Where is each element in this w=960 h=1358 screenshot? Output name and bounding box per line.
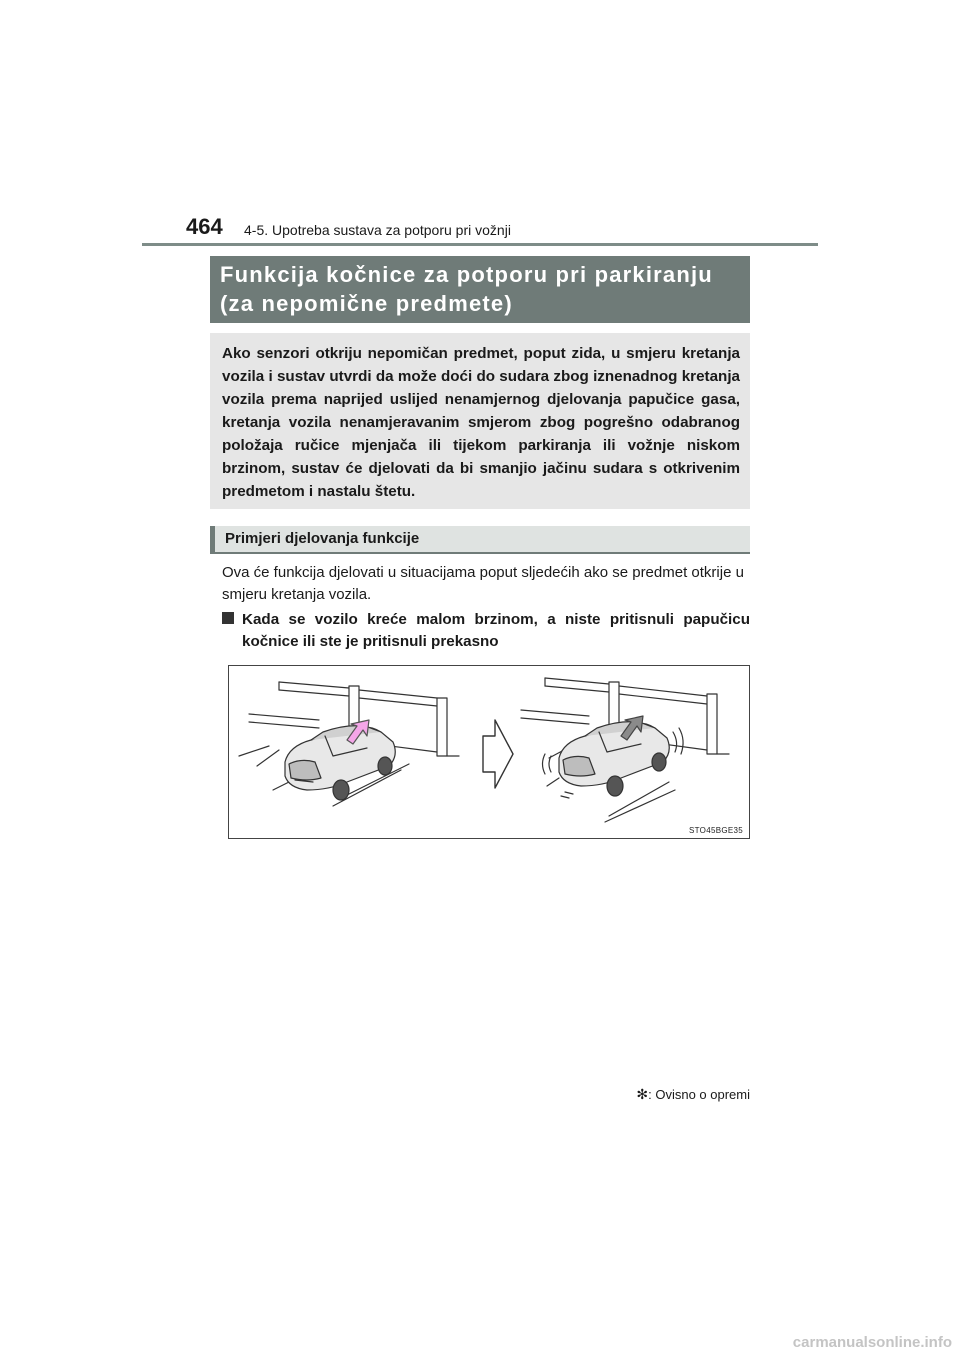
title-banner xyxy=(210,256,750,323)
footnote xyxy=(636,1086,750,1103)
page-number: 464 xyxy=(186,214,223,239)
header-rule xyxy=(142,243,818,246)
bullet-item xyxy=(222,609,750,653)
square-bullet-icon xyxy=(222,612,234,624)
title-line-2: (za nepomične predmete) xyxy=(220,291,513,316)
title-line-1: Funkcija kočnice za potporu pri parkiranju xyxy=(220,262,713,287)
intro-box xyxy=(210,333,750,509)
section-title: Primjeri djelovanja funkcije xyxy=(225,530,420,547)
running-header: 4-5. Upotreba sustava za potporu pri vožnji xyxy=(244,222,511,238)
watermark: carmanualsonline.info xyxy=(792,1334,952,1351)
asterisk-icon: ✻ xyxy=(636,1086,649,1102)
transition-arrow xyxy=(483,720,513,788)
parking-brake-illustration xyxy=(228,665,750,839)
figure-code: STO45BGE35 xyxy=(689,826,743,835)
car-left xyxy=(285,726,395,800)
intro-text: Ako senzori otkriju nepomičan predmet, poput zida, u smjeru kretanja vozila i sustav utvrdi da može doći do sudara zbog iznenadnog kretanja vozila prema naprijed uslijed nenamjernog djelovanja papučice gasa, kretanja vozila nenamjeravanim smjerom zbog pogrešno odabranog položaja ručice mjenjača ili tijekom parkiranja ili vožnje niskom brzinom, sustav će djelovati da bi smanjio jačinu sudara s otkrivenim predmetom i nastalu štetu. xyxy=(222,345,740,500)
illustration-drawing xyxy=(229,666,749,838)
section-body-text: Ova će funkcija djelovati u situacijama poput sljedećih ako se predmet otkrije u smjeru kretanja vozila. xyxy=(222,564,744,603)
bullet-text: Kada se vozilo kreće malom brzinom, a niste pritisnuli papučicu kočnice ili ste je pritisnuli prekasno xyxy=(242,611,750,650)
section-heading xyxy=(210,526,750,554)
footnote-text: : Ovisno o opremi xyxy=(648,1087,750,1102)
